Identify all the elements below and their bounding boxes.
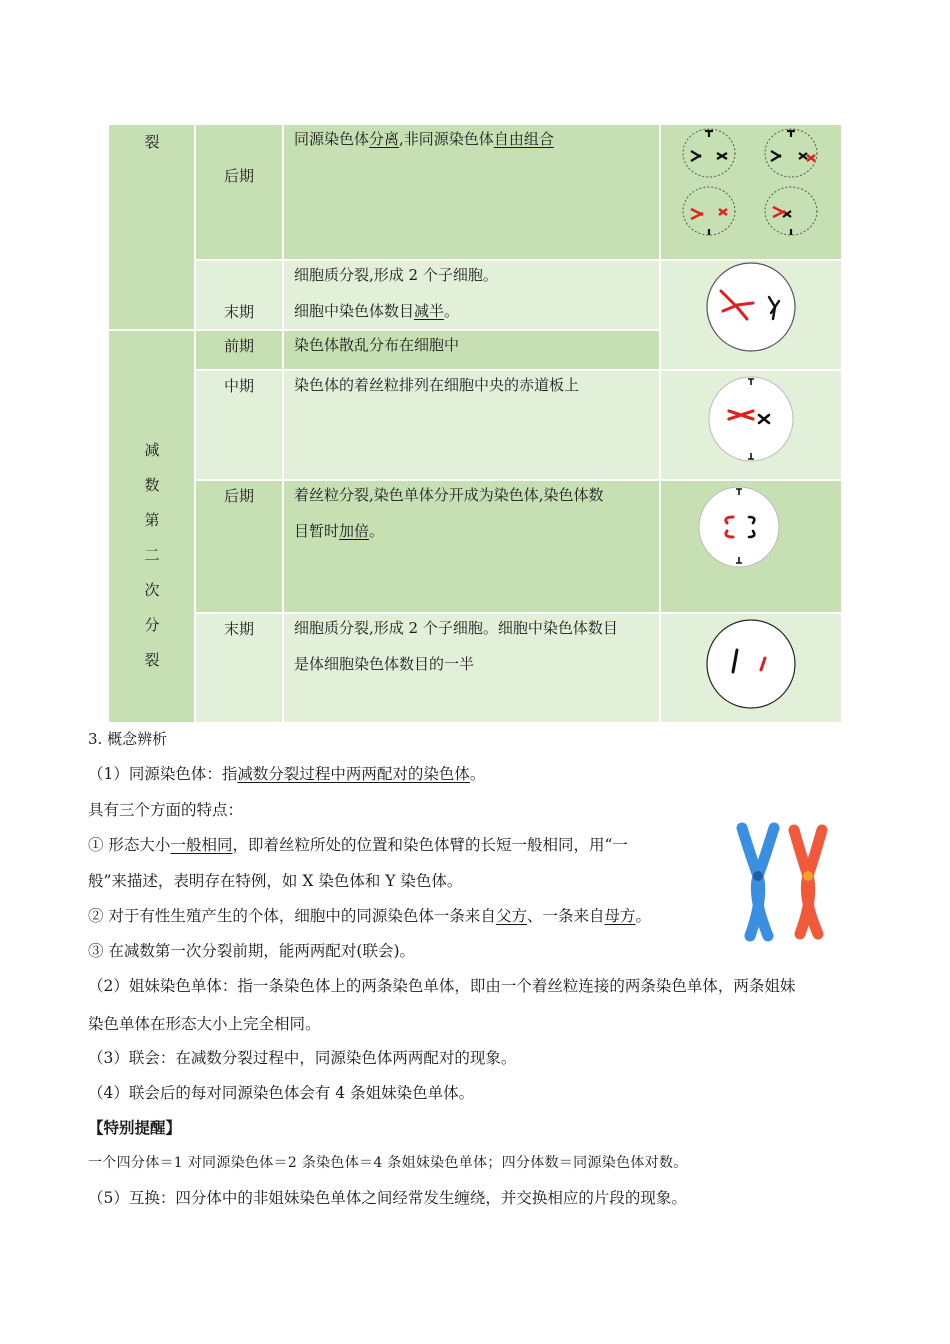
stage-label: 后期 bbox=[224, 487, 255, 505]
text-part: 目暂时 bbox=[294, 522, 340, 540]
text-part-underlined: 减半 bbox=[414, 302, 445, 320]
group-char: 分 bbox=[144, 616, 160, 634]
text-part: ，即着丝粒所处的位置和染色体臂的长短一般相同，用“一 bbox=[232, 836, 628, 854]
text-part: 。 bbox=[369, 522, 385, 540]
content-text bbox=[294, 293, 459, 329]
text-part: 、一条来自 bbox=[526, 907, 605, 925]
stage-cell bbox=[195, 370, 283, 480]
paragraph bbox=[88, 762, 485, 784]
content-text: 细胞质分裂,形成 2 个子细胞。细胞中染色体数目 bbox=[294, 619, 618, 637]
text-part-underlined: 自由组合 bbox=[493, 130, 554, 148]
anaphase2-figure bbox=[661, 481, 843, 614]
figure-cell bbox=[660, 370, 842, 480]
stage-label: 后期 bbox=[224, 167, 255, 185]
text-part: 细胞中染色体数目 bbox=[294, 302, 415, 320]
content-text: 细胞质分裂,形成 2 个子细胞。 bbox=[294, 266, 498, 284]
text-part: （1）同源染色体：指 bbox=[88, 765, 238, 783]
content-text: 是体细胞染色体数目的一半 bbox=[294, 655, 475, 673]
text-part: ① 形态大小 bbox=[88, 836, 171, 854]
text-part: 。 bbox=[469, 765, 486, 783]
text-part: ,非同源染色体 bbox=[399, 130, 494, 148]
text-part-underlined: 父方 bbox=[495, 907, 527, 925]
stage-cell bbox=[195, 124, 283, 260]
group-cell-meiosis1 bbox=[108, 124, 195, 330]
figure-cell bbox=[660, 124, 842, 260]
stage-label: 末期 bbox=[224, 620, 255, 638]
paragraph: （5）互换：四分体中的非姐妹染色单体之间经常发生缠绕，并交换相应的片段的现象。 bbox=[88, 1189, 687, 1207]
telophase2-figure bbox=[661, 614, 843, 724]
paragraph: （2）姐妹染色单体：指一条染色体上的两条染色单体，即由一个着丝粒连接的两条染色单体，两条姐妹 bbox=[88, 977, 796, 995]
stage-label: 中期 bbox=[224, 377, 255, 395]
paragraph bbox=[88, 833, 628, 855]
content-cell bbox=[283, 330, 660, 370]
tip-text: 一个四分体＝1 对同源染色体＝2 条染色体＝4 条姐妹染色单体；四分体数＝同源染色体对数。 bbox=[88, 1155, 688, 1171]
paragraph: 具有三个方面的特点： bbox=[88, 801, 244, 819]
content-cell bbox=[283, 260, 660, 330]
text-part-underlined: 分离 bbox=[369, 130, 400, 148]
paragraph: （4）联会后的每对同源染色体会有 4 条姐妹染色单体。 bbox=[88, 1084, 475, 1102]
telophase1-figure bbox=[661, 261, 843, 371]
stage-cell bbox=[195, 330, 283, 370]
stage-label: 末期 bbox=[224, 303, 255, 321]
group-char: 裂 bbox=[144, 651, 160, 669]
text-part: 。 bbox=[635, 907, 651, 925]
stage-cell bbox=[195, 260, 283, 330]
text-part-underlined: 减数分裂过程中两两配对的染色体 bbox=[237, 765, 470, 783]
stage-label: 前期 bbox=[224, 337, 255, 355]
group-char: 次 bbox=[144, 581, 160, 599]
group-char: 减 bbox=[144, 441, 160, 459]
text-part: 同源染色体 bbox=[294, 130, 370, 148]
paragraph: 般”来描述，表明存在特例，如 X 染色体和 Y 染色体。 bbox=[88, 872, 463, 890]
paragraph: （3）联会：在减数分裂过程中，同源染色体两两配对的现象。 bbox=[88, 1049, 517, 1067]
content-text: 着丝粒分裂,染色单体分开成为染色体,染色体数 bbox=[294, 486, 604, 504]
content-cell bbox=[283, 480, 660, 613]
figure-cell bbox=[660, 260, 842, 370]
paragraph: ③ 在减数第一次分裂前期，能两两配对(联会)。 bbox=[88, 942, 416, 960]
group-char: 第 bbox=[144, 511, 160, 529]
anaphase1-figure bbox=[661, 125, 843, 261]
stage-cell bbox=[195, 613, 283, 723]
section-heading: 3. 概念辨析 bbox=[88, 730, 168, 748]
paragraph: 染色单体在形态大小上完全相同。 bbox=[88, 1015, 321, 1033]
figure-cell bbox=[660, 613, 842, 723]
content-cell bbox=[283, 124, 660, 260]
text-part-underlined: 加倍 bbox=[339, 522, 370, 540]
content-text bbox=[294, 513, 384, 549]
group-cell-meiosis2 bbox=[108, 330, 195, 723]
group-char: 裂 bbox=[144, 133, 160, 151]
content-cell bbox=[283, 370, 660, 480]
stage-cell bbox=[195, 480, 283, 613]
text-part: 。 bbox=[444, 302, 460, 320]
content-text: 染色体的着丝粒排列在细胞中央的赤道板上 bbox=[294, 376, 580, 394]
group-char: 数 bbox=[144, 476, 160, 494]
content-text: 染色体散乱分布在细胞中 bbox=[294, 336, 460, 354]
group-char: 二 bbox=[144, 546, 160, 564]
text-part: ② 对于有性生殖产生的个体，细胞中的同源染色体一条来自 bbox=[88, 907, 496, 925]
text-part-underlined: 一般相同 bbox=[170, 836, 233, 854]
homologous-chromosomes-image bbox=[728, 820, 848, 946]
content-cell bbox=[283, 613, 660, 723]
tip-heading: 【特别提醒】 bbox=[88, 1118, 182, 1137]
paragraph bbox=[88, 904, 651, 926]
text-part-underlined: 母方 bbox=[604, 907, 636, 925]
content-text bbox=[294, 121, 554, 157]
figure-cell bbox=[660, 480, 842, 613]
metaphase2-figure bbox=[661, 371, 843, 481]
